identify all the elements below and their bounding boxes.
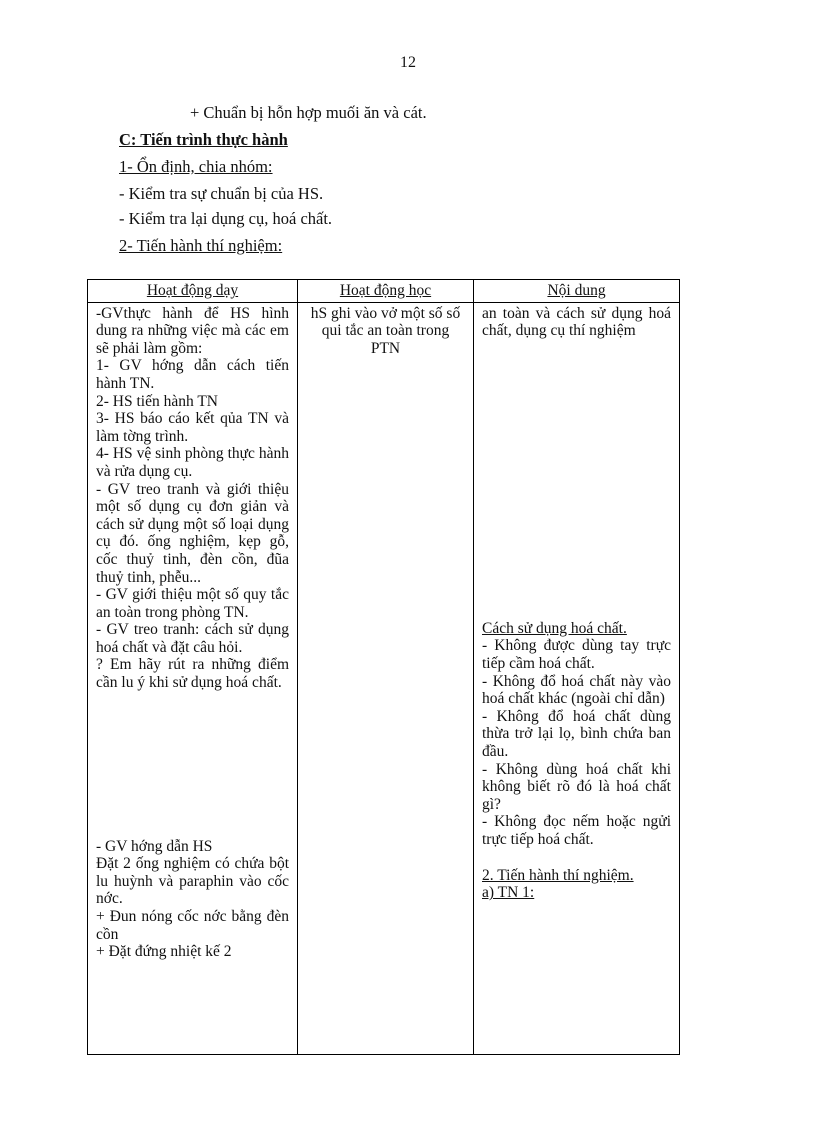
teacher-line: 3- HS báo cáo kết qủa TN và làm tờng trình.	[96, 410, 289, 445]
chem-title: Cách sử dụng hoá chất.	[482, 619, 627, 637]
spacer	[482, 849, 671, 867]
section-c-title: C: Tiến trình thực hành	[119, 130, 288, 149]
spacer	[96, 692, 289, 838]
teacher-line: -GVthực hành để HS hình dung ra những việc mà các em sẽ phải làm gồm:	[96, 304, 289, 357]
exp-title: 2. Tiến hành thí nghiệm.	[482, 866, 634, 884]
content-intro: an toàn và cách sử dụng hoá chất, dụng cụ thí nghiệm	[482, 304, 671, 340]
teacher-line: - GV treo tranh và giới thiệu một số dụng cụ đơn giản và cách sử dụng một số loại dụng cụ đó. ống nghiệm, kẹp gỗ, cốc thuỷ tinh, đèn cồn, đũa thuỷ tinh, phễu...	[96, 480, 289, 586]
page-number: 12	[400, 54, 416, 71]
spacer	[482, 340, 671, 620]
step1-item: - Kiểm tra lại dụng cụ, hoá chất.	[119, 209, 333, 228]
step1-title: 1- Ổn định, chia nhóm:	[119, 157, 273, 176]
activity-table	[87, 279, 680, 1055]
teacher-line: + Đặt đứng nhiệt kế 2	[96, 943, 232, 961]
teacher-line: - GV giới thiệu một số quy tắc an toàn trong phòng TN.	[96, 586, 289, 621]
exp-sub: a) TN 1:	[482, 884, 535, 902]
teacher-line: ? Em hãy rút ra những điểm cần lu ý khi sử dụng hoá chất.	[96, 656, 289, 692]
teacher-line: 4- HS vệ sinh phòng thực hành và rửa dụng cụ.	[96, 445, 289, 480]
chem-item: - Không dùng hoá chất khi không biết rõ đó là hoá chất gì?	[482, 760, 671, 813]
chem-item: - Không đổ hoá chất dùng thừa trở lại lọ, bình chứa ban đầu.	[482, 707, 671, 760]
header-student: Hoạt động học	[298, 280, 474, 303]
teacher-line: + Đun nóng cốc nớc bằng đèn cồn	[96, 908, 289, 943]
table-row	[88, 302, 680, 1054]
teacher-line: 1- GV hớng dẫn cách tiến hành TN.	[96, 357, 289, 392]
chem-item: - Không đổ hoá chất này vào hoá chất khác (ngoài chỉ dẫn)	[482, 672, 671, 708]
header-teacher: Hoạt động dạy	[88, 280, 298, 303]
content-cell	[474, 302, 680, 1054]
teacher-line: - GV treo tranh: cách sử dụng hoá chất và đặt câu hỏi.	[96, 621, 289, 656]
teacher-line: Đặt 2 ống nghiệm có chứa bột lu huỳnh và paraphin vào cốc nớc.	[96, 855, 289, 908]
step1-item: - Kiểm tra sự chuẩn bị của HS.	[119, 184, 324, 203]
chem-item: - Không được dùng tay trực tiếp cầm hoá chất.	[482, 637, 671, 672]
teacher-line: - GV hớng dẫn HS	[96, 837, 213, 855]
teacher-cell	[88, 302, 298, 1054]
student-cell	[298, 302, 474, 1054]
teacher-line: 2- HS tiến hành TN	[96, 392, 218, 410]
student-line: hS ghi vào vở một số số qui tắc an toàn trong PTN	[310, 304, 461, 357]
header-content: Nội dung	[474, 280, 680, 303]
intro-line: + Chuẩn bị hỗn hợp muối ăn và cát.	[190, 103, 427, 122]
table-header-row	[88, 280, 680, 303]
step2-title: 2- Tiến hành thí nghiệm:	[119, 236, 283, 255]
chem-item: - Không đọc nếm hoặc ngửi trực tiếp hoá chất.	[482, 813, 671, 848]
